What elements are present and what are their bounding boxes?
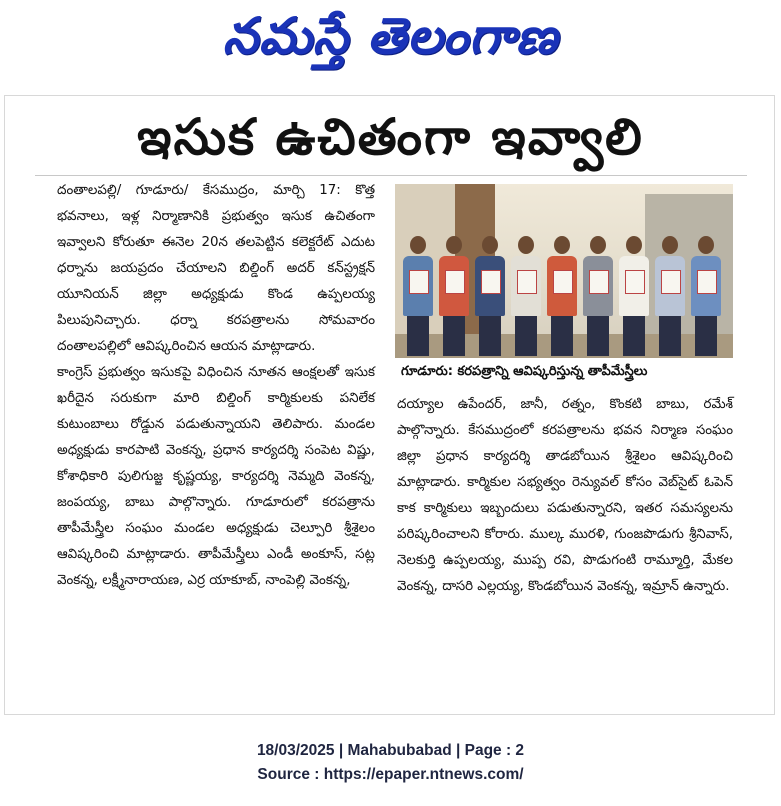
pamphlet-icon: [625, 270, 645, 294]
newspaper-masthead: [0, 0, 781, 84]
column2-paragraph-1: దయ్యాల ఉపేందర్, జానీ, రత్నం, కొంకటి బాబు, రమేశ్ పాల్గొన్నారు. కేసముద్రంలో కరపత్రాలను భవన నిర్మాణ సంఘం జిల్లా ప్రధాన కార్యదర్శి తాడబోయిన శ్రీశైలం ఆవిష్కరించి మాట్లాడారు. కార్మికుల సభ్యత్వం రెన్యువల్ కోసం వెబ్‌సైట్ ఓపెన్ కాక కార్మికులు ఇబ్బందులు పడుతున్నారని, ఇతర సమస్యలను పరిష్కరించాలని కోరారు. ముల్క మురళి, గుంజపొడుగు శ్రీనివాస్, నెలకుర్తి ఉప్పలయ్య, ముప్ప రవి, పొడుగంటి రామ్మూర్తి, మేకల వెంకన్న, దాసరి ఎల్లయ్య, కొండబోయిన వెంకన్న, ఇమ్రాన్ ఉన్నారు.: [397, 397, 733, 594]
pamphlet-icon: [697, 270, 717, 294]
pamphlet-icon: [409, 270, 429, 294]
pamphlet-icon: [589, 270, 609, 294]
page-footer: [0, 739, 781, 787]
photo-person: [511, 236, 541, 356]
footer-edition-line: 18/03/2025 | Mahabubabad | Page : 2: [256, 742, 525, 759]
photo-caption: గూడూరు: కరపత్రాన్ని ఆవిష్కరిస్తున్న తాపీమేస్త్రీలు: [395, 358, 733, 386]
masthead-title: నమస్తే తెలంగాణ: [222, 6, 559, 65]
pamphlet-icon: [445, 270, 465, 294]
photo-person: [547, 236, 577, 356]
article-photo: [395, 184, 733, 386]
column1-paragraph-1: దంతాలపల్లి/ గూడూరు/ కేసముద్రం, మార్చి 17: కొత్త భవనాలు, ఇళ్ల నిర్మాణానికి ప్రభుత్వం ఇసుక ఉచితంగా ఇవ్వాలని కోరుతూ ఈనెల 20న తలపెట్టిన కలెక్టరేట్ ఎదుట ధర్నాను జయప్రదం చేయాలని బిల్డింగ్ అదర్ కన్‌స్ట్రక్షన్ యూనియన్ జిల్లా అధ్యక్షుడు కొండ ఉప్పలయ్య పిలుపునిచ్చారు. ధర్నా కరపత్రాలను సోమవారం దంతాలపల్లిలో ఆవిష్కరించిన ఆయన మాట్లాడారు.: [57, 183, 375, 354]
photo-person: [439, 236, 469, 356]
photo-person: [403, 236, 433, 356]
photo-person: [655, 236, 685, 356]
photo-person: [475, 236, 505, 356]
pamphlet-icon: [661, 270, 681, 294]
footer-source-line: Source : https://epaper.ntnews.com/: [257, 766, 524, 783]
news-clipping: [4, 95, 775, 715]
headline-divider: [35, 175, 747, 176]
pamphlet-icon: [517, 270, 537, 294]
article-headline: ఇసుక ఉచితంగా ఇవ్వాలి: [137, 108, 644, 166]
column1-paragraph-2: కాంగ్రెస్ ప్రభుత్వం ఇసుకపై విధించిన నూతన ఆంక్షలతో ఇసుక ఖరీదైన సరుకుగా మారి బిల్డింగ్ కార్మికులకు పనిలేక కుటుంబాలు రోడ్డున పడుతున్నాయని తెలిపారు. మండల అధ్యక్షుడు కారపాటి వెంకన్న, ప్రధాన కార్యదర్శి సంపెట విష్ణు, కోశాధికారి పులిగుజ్జ కృష్ణయ్య, కార్యదర్శి నెమ్మది వెంకన్న, జంపయ్య, బాబు పాల్గొన్నారు. గూడూరులో కరపత్రాను తాపీమేస్త్రీల సంఘం మండల అధ్యక్షుడు చెల్పూరి శ్రీశైలం ఆవిష్కరించి మాట్లాడారు. తాపీమేస్త్రీలు ఎండీ అంకూస్, సట్ల వెంకన్న, లక్ష్మీనారాయణ, ఎర్ర యాకూబ్, నాంపెల్లి వెంకన్న,: [57, 365, 375, 588]
photo-person: [583, 236, 613, 356]
photo-person: [619, 236, 649, 356]
article-column-2: [397, 392, 733, 600]
pamphlet-icon: [481, 270, 501, 294]
pamphlet-icon: [553, 270, 573, 294]
article-column-1: [57, 178, 375, 594]
photo-person: [691, 236, 721, 356]
